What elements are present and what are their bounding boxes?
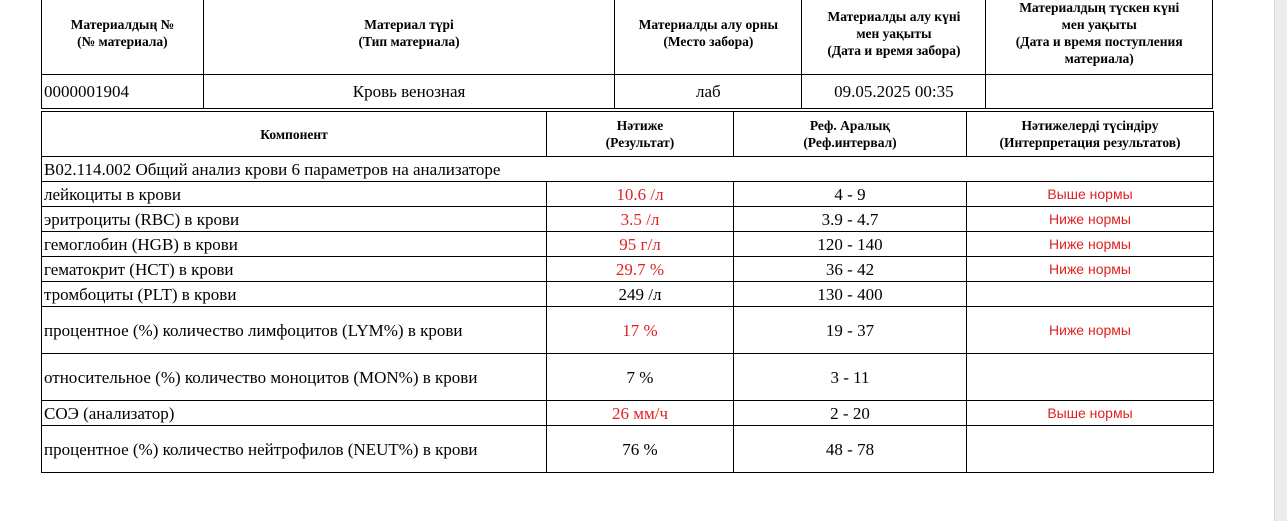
component-name: относительное (%) количество моноцитов (MON%) в крови — [42, 354, 547, 401]
result-value: 7 % — [547, 354, 734, 401]
material-table — [41, 0, 1213, 109]
result-value: 95 г/л — [547, 232, 734, 257]
results-table — [41, 111, 1214, 473]
component-header: Компонент — [42, 112, 547, 157]
results-header-row — [42, 112, 1214, 157]
reference-header: Реф. Аралық (Реф.интервал) — [734, 112, 967, 157]
component-name: гемоглобин (HGB) в крови — [42, 232, 547, 257]
result-value: 3.5 /л — [547, 207, 734, 232]
section-row — [42, 157, 1214, 182]
component-name: процентное (%) количество лимфоцитов (LYM%) в крови — [42, 307, 547, 354]
material-number: 0000001904 — [42, 75, 204, 109]
receipt-datetime — [986, 75, 1213, 109]
material-type-header: Материал түрі (Тип материала) — [203, 0, 615, 75]
table-row — [42, 307, 1214, 354]
component-name: лейкоциты в крови — [42, 182, 547, 207]
table-row — [42, 257, 1214, 282]
section-title: B02.114.002 Общий анализ крови 6 параметров на анализаторе — [42, 157, 1214, 182]
table-row — [42, 182, 1214, 207]
table-row — [42, 282, 1214, 307]
reference-range: 3.9 - 4.7 — [734, 207, 967, 232]
table-row — [42, 354, 1214, 401]
collection-datetime-header: Материалды алу күні мен уақыты (Дата и время забора) — [802, 0, 986, 75]
reference-range: 3 - 11 — [734, 354, 967, 401]
result-value: 249 /л — [547, 282, 734, 307]
collection-datetime: 09.05.2025 00:35 — [802, 75, 986, 109]
table-row — [42, 232, 1214, 257]
component-name: гематокрит (HCT) в крови — [42, 257, 547, 282]
interpretation-header: Нәтижелерді түсіндіру (Интерпретация результатов) — [967, 112, 1214, 157]
interpretation — [967, 282, 1214, 307]
reference-range: 19 - 37 — [734, 307, 967, 354]
component-name: тромбоциты (PLT) в крови — [42, 282, 547, 307]
result-header: Нәтиже (Результат) — [547, 112, 734, 157]
collection-place-header: Материалды алу орны (Место забора) — [615, 0, 802, 75]
component-name: СОЭ (анализатор) — [42, 401, 547, 426]
table-row — [42, 207, 1214, 232]
material-value-row — [42, 75, 1213, 109]
interpretation: Ниже нормы — [967, 232, 1214, 257]
interpretation: Ниже нормы — [967, 307, 1214, 354]
component-name: процентное (%) количество нейтрофилов (NEUT%) в крови — [42, 426, 547, 473]
receipt-datetime-header: Материалдың түскен күні мен уақыты (Дата и время поступления материала) — [986, 0, 1213, 75]
material-number-header: Материалдың № (№ материала) — [42, 0, 204, 75]
reference-range: 48 - 78 — [734, 426, 967, 473]
reference-range: 2 - 20 — [734, 401, 967, 426]
reference-range: 4 - 9 — [734, 182, 967, 207]
component-name: эритроциты (RBC) в крови — [42, 207, 547, 232]
table-row — [42, 426, 1214, 473]
result-value: 17 % — [547, 307, 734, 354]
result-value: 29.7 % — [547, 257, 734, 282]
interpretation: Выше нормы — [967, 401, 1214, 426]
result-value: 10.6 /л — [547, 182, 734, 207]
material-header-row — [42, 0, 1213, 75]
collection-place: лаб — [615, 75, 802, 109]
table-row — [42, 401, 1214, 426]
reference-range: 120 - 140 — [734, 232, 967, 257]
viewer-scrollbar[interactable] — [1274, 0, 1287, 521]
interpretation: Выше нормы — [967, 182, 1214, 207]
result-value: 76 % — [547, 426, 734, 473]
reference-range: 36 - 42 — [734, 257, 967, 282]
interpretation — [967, 354, 1214, 401]
material-type: Кровь венозная — [203, 75, 615, 109]
interpretation: Ниже нормы — [967, 257, 1214, 282]
interpretation — [967, 426, 1214, 473]
result-value: 26 мм/ч — [547, 401, 734, 426]
reference-range: 130 - 400 — [734, 282, 967, 307]
interpretation: Ниже нормы — [967, 207, 1214, 232]
